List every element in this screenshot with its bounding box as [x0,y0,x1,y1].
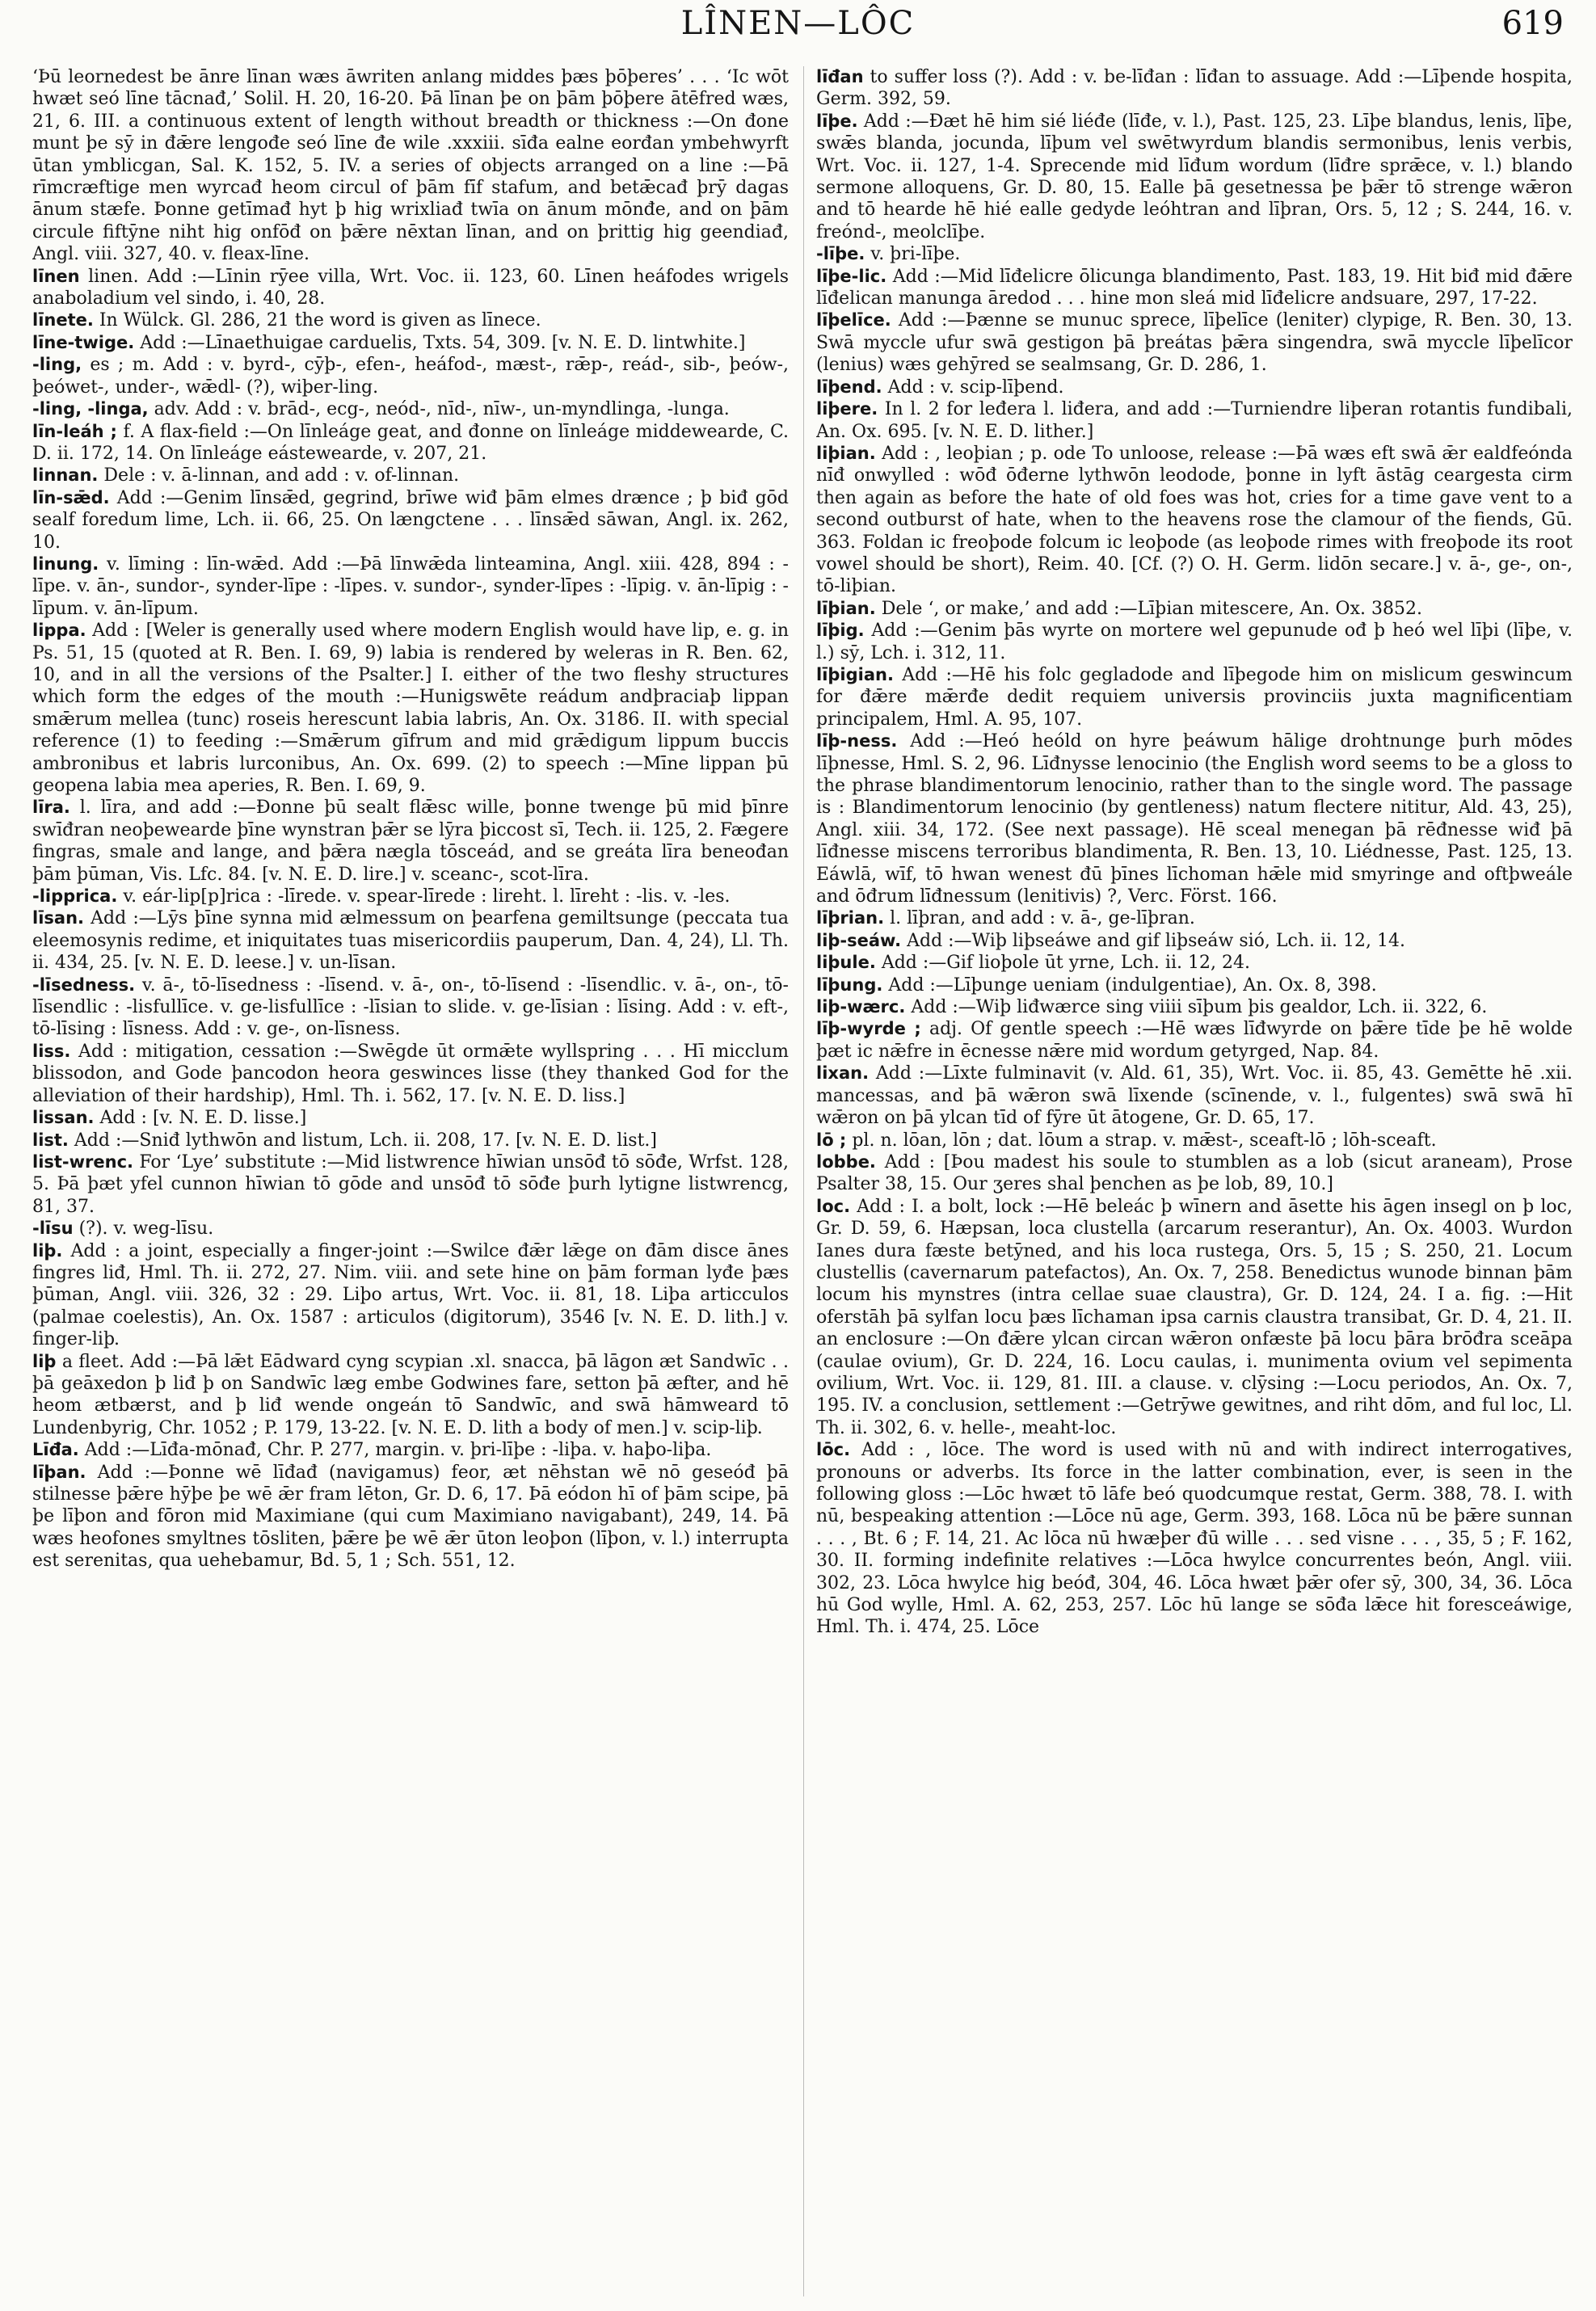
dictionary-entry [32,465,789,486]
entry-definition: Dele ‘, or make,’ and add :—Līþian mitescere, An. Ox. 3852. [881,598,1422,619]
entry-headword: -līþe. [816,244,865,264]
entry-definition: Add :—Wiþ liđwærce sing viiii sīþum þis gealdor, Lch. ii. 322, 6. [911,997,1488,1018]
entry-definition: linen. Add :—Līnin rȳee villa, Wrt. Voc. ii. 123, 60. Līnen heáfodes wrigels anaboladium vel sindo, i. 40, 28. [32,266,789,309]
entry-definition: l. līþran, and add : v. ā-, ge-līþran. [890,908,1195,929]
entry-definition: Add : , leoþian ; p. ode To unloose, release :—Þā wæs eft swā ǣr ealdfeónda nīđ onwylled : wōđ ōđerne lythwōn leodode, þonne in lyft āstāg ceargesta cirm then again as before the hate of old foes was hot, cries for a time gave vent to a second outburst of hate, when to the heavens rose the clamour of the fiends, Gū. 363. Foldan ic freoþode folcum ic leoþode (as leoþode rimes with freoþode its root vowel should be short), Reim. 40. [Cf. (?) O. H. Germ. lidōn secare.] v. ā-, ge-, on-, tō-liþian. [816,443,1573,597]
entry-headword: līra. [32,798,70,818]
entry-definition: In l. 2 for leđera l. liđera, and add :—Turniendre liþeran rotantis fundibali, An. Ox. 695. [v. N. E. D. lither.] [816,399,1573,442]
entry-headword: līþian. [816,598,876,618]
entry-definition: Add :—Genim þās wyrte on mortere wel gepunude ođ þ heó wel līþi (līþe, v. l.) sȳ, Lch. i. 312, 11. [816,621,1573,663]
dictionary-entry [816,111,1573,243]
entry-headword: Līđa. [32,1440,79,1460]
entry-definition: v. līming : līn-wǣd. Add :—Þā līnwǣda linteamina, Angl. xiii. 428, 894 : -līpe. v. ān-, sundor-, synder-līpe : -līpes. v. sundor-, synder-līpes : -līpig. v. ān-līpig : -līpum. v. ān-līpum. [32,554,789,619]
dictionary-entry [816,309,1573,376]
entry-definition: v. þri-līþe. [870,244,961,265]
dictionary-entry [32,1151,789,1218]
dictionary-entry [816,907,1573,929]
entry-headword: -lipprica. [32,886,118,907]
entry-headword: liss. [32,1041,71,1061]
entry-headword: liþ. [32,1240,63,1261]
entry-headword: linung. [32,554,99,574]
entry-headword: līnen [32,266,80,286]
dictionary-entry [32,1351,789,1440]
dictionary-entry [32,1439,789,1461]
entry-definition: Add :—Genim līnsǣd, gegrind, brīwe wiđ þām elmes drænce ; þ biđ gōd sealf foredum lime, Lch. ii. 66, 25. On længctene . . . līnsǣd sāwan, Angl. ix. 262, 10. [32,487,789,553]
entry-headword: lōc. [816,1440,851,1460]
entry-headword: līþan. [32,1462,86,1482]
entry-headword: līþung. [816,974,883,995]
dictionary-entry [816,243,1573,265]
entry-definition: In Wülck. Gl. 286, 21 the word is given as līnece. [99,310,541,331]
entry-headword: lō ; [816,1130,847,1150]
dictionary-entry [816,443,1573,598]
entry-headword: liþule. [816,953,876,973]
entry-definition: Add :—Wiþ liþseáwe and gif liþseáw sió, Lch. ii. 12, 14. [907,930,1406,951]
entry-headword: līþe. [816,111,858,131]
entry-definition: adv. Add : v. brād-, ecg-, neód-, nīd-, nīw-, un-myndlinga, -lunga. [154,399,730,420]
dictionary-entry [816,952,1573,974]
dictionary-entry [816,66,1573,111]
entry-definition: Add :—Sniđ lythwōn and listum, Lch. ii. 208, 17. [v. N. E. D. list.] [74,1130,658,1151]
entry-definition: ‘Þū leornedest be ānre līnan wæs āwriten anlang middes þæs þōþeres’ . . . ‘Ic wōt hwæt seó līne tācnađ,’ Solil. H. 20, 16-20. Þā līnan þe on þām þōþere ātēfred wæs, 21, 6. III. a continuous extent of length without breadth or thickness :—On đone munt þe sȳ in đǣre lengođe seó līne đe wile .xxxiii. sīđa ealne eorđan ymbehwyrft ūtan ymblicgan, Sal. K. 152, 5. IV. a series of objects arranged on a line :—Þā rīmcræftige men wyrcađ heom circul of þām fīf stafum, and betǣcađ þrȳ dagas ānum stæfe. Þonne getīmađ hyt þ hig wrixliađ twīa on ānum mōnđe, and on þām circule fiftȳne niht hig onfōđ on þǣre nēxtan līnan, and on þrittig hig geendiađ, Angl. viii. 327, 40. v. fleax-līne. [32,67,789,265]
dictionary-entry [816,1439,1573,1639]
entry-headword: -ling, [32,355,82,375]
dictionary-entry [32,66,789,266]
entry-definition: Add :—Hē his folc gegladode and līþegode him on mislicum geswincum for đǣre mǣrđe dedit requiem universis provinciis juxta magnificentiam principalem, Hml. A. 95, 107. [816,664,1573,730]
entry-definition: Add : a joint, especially a finger-joint :—Swilce đǣr lǣge on đām disce ānes fingres liđ, Hml. Th. ii. 272, 27. Nim. viii. and sete hine on þām forman lyđe þæs þūman, Angl. viii. 326, 32 : 29. Liþo artus, Wrt. Voc. ii. 81, 18. Liþa articculos (palmae coelestis), An. Ox. 1587 : articulos (digitorum), 3546 [v. N. E. D. lith.] v. finger-liþ. [32,1240,789,1350]
dictionary-entry [32,1107,789,1129]
entry-definition: Add : , lōce. The word is used with nū and with indirect interrogatives, pronouns or adverbs. Its force in the latter combination, ever, is seen in the following gloss :—Lōc hwæt tō lāfe beó quodcumque restat, Germ. 388, 78. I. with nū, bespeaking attention :—Lōce nū age, Germ. 393, 168. Lōca nū be þǣre sunnan . . . , Bt. 6 ; F. 14, 21. Ac lōca nū hwæþer đū wille . . . sed visne . . . , 35, 5 ; F. 162, 30. II. forming indefinite relatives :—Lōca hwylce concurrentes beón, Angl. viii. 302, 23. Lōca hwylce hig beóđ, 304, 46. Lōca hwæt þǣr ofer sȳ, 300, 34, 36. Lōca hū God wylle, Hml. A. 62, 253, 257. Lōc hū lange se sōđa lǣce hit foresceáwige, Hml. Th. i. 474, 25. Lōce [816,1440,1573,1638]
column-divider [803,66,804,2296]
dictionary-entry [32,398,789,420]
entry-definition: Add : [Weler is generally used where modern English would have lip, e. g. in Ps. 51, 15 (quoted at R. Ben. I. 69, 9) labia is rendered by weleras in R. Ben. 62, 10, and in all the versions of the Psalter.] I. either of the two fleshy structures which form the edges of the mouth :—Hunigswēte reádum andþraciaþ lippan smǣrum mellea (tunc) roseis herescunt labia labris, An. Ox. 3186. II. with special reference (1) to feeding :—Smǣrum gīfrum and mid grǣdigum lippum buccis ambronibus et labris lurconibus, An. Ox. 699. (2) to speech :—Mīne lippan þū geopena labia mea aperies, R. Ben. I. 69, 9. [32,621,789,796]
dictionary-entry [816,1018,1573,1063]
entry-definition: Add : [Þou madest his soule to stumblen as a lob (sicut araneam), Prose Psalter 38, 15. Our ʒeres shal þenchen as þe lob, 89, 10.] [816,1151,1573,1195]
entry-definition: f. A flax-field :—On līnleáge geat, and đonne on līnleáge middewearde, C. D. ii. 172, 14. On līnleáge eástewearde, v. 207, 21. [32,421,789,464]
entry-definition: l. līra, and add :—Đonne þū sealt flǣsc wille, þonne twenge þū mid þīnre swīđran neoþewearde þīne wynstran þǣr se lȳra þiccost sī, Tech. ii. 125, 2. Fægere fingras, smale and lange, and þǣra nægla tōsceád, and se greáta līra beneođan þām þūman, Vis. Lfc. 84. [v. N. E. D. lire.] v. sceanc-, scot-līra. [32,798,789,885]
page-header [0,0,1596,48]
entry-headword: līþelīce. [816,310,891,330]
entry-definition: Add :—Līnaethuigae carduelis, Txts. 54, 309. [v. N. E. D. lintwhite.] [140,332,746,353]
entry-definition: Add :—Lȳs þīne synna mid ælmessum on þearfena gemiltsunge (peccata tua eleemosynis redime, et iniquitates tuas misericordiis pauperum, Dan. 4, 24), Ll. Th. ii. 434, 25. [v. N. E. D. leese.] v. un-līsan. [32,908,789,974]
dictionary-entry [32,332,789,354]
entry-headword: līþend. [816,377,882,397]
entry-definition: pl. n. lōan, lōn ; dat. lōum a strap. v. mǣst-, sceaft-lō ; lōh-sceaft. [852,1130,1437,1151]
entry-definition: Dele : v. ā-linnan, and add : v. of-linnan. [103,465,460,486]
entry-headword: list. [32,1130,69,1150]
entry-definition: Add :—Þænne se munuc sprece, līþelīce (leniter) clypige, R. Ben. 30, 13. Swā myccle ufur swā gestigon þā þreátas þǣra singendra, swā myccle līþelīcor (lenius) wæs gehȳred se sealmsang, Gr. D. 286, 1. [816,310,1573,376]
entry-headword: līđan [816,67,864,86]
entry-headword: liþ-wærc. [816,997,906,1017]
dictionary-entry [32,309,789,331]
entry-definition: Add :—Mid līđelicre ōlicunga blandimento, Past. 183, 19. Hit biđ mid đǣre līđelican manunga āredod . . . hine mon sleá mid līđelicre andsuare, 297, 17-22. [816,266,1573,309]
entry-headword: loc. [816,1196,851,1216]
entry-headword: līn-leáh ; [32,421,117,441]
entry-headword: līþigian. [816,664,894,684]
entry-definition: a fleet. Add :—Þā lǣt Eādward cyng scypian .xl. snacca, þā lāgon æt Sandwīc . . þā geāxedon þ liđ þ on Sandwīc læg embe Godwines fare, setton þā æfter, and hē heom ætbærst, and þ liđ wende ongeán tō Sandwīc, and swā hāmweard tō Lundenbyrig, Chr. 1052 ; P. 179, 13-22. [v. N. E. D. lith a body of men.] v. scip-liþ. [32,1351,789,1438]
dictionary-entry [32,886,789,907]
entry-headword: -līsu [32,1219,74,1239]
dictionary-entry [32,421,789,465]
right-column [816,66,1573,2305]
dictionary-entry [816,930,1573,952]
dictionary-entry [816,1063,1573,1129]
dictionary-entry [816,1151,1573,1196]
dictionary-entry [816,1196,1573,1439]
dictionary-entry [816,974,1573,996]
dictionary-entry [32,1130,789,1151]
entry-definition: For ‘Lye’ substitute :—Mid listwrence hīwian unsōđ tō sōđe, Wrfst. 128, 5. Þā þæt yfel cunnon hīwian tō gōde and unsōđ tō sōđe þurh lytigne listwrencg, 81, 37. [32,1151,789,1217]
dictionary-entry [816,266,1573,310]
entry-definition: Add :—Đæt hē him sié liéđe (līđe, v. l.), Past. 125, 23. Līþe blandus, lenis, līþe, swǣs blanda, jocunda, līþum vel swētwyrdum blandis sermonibus, lenis verbis, Wrt. Voc. ii. 127, 1-4. Sprecende mid līđum wordum (līđre sprǣce, v. l.) blando sermone alloquens, Gr. D. 80, 15. Ealle þā gesetnessa þe þǣr tō strenge wǣron and tō hearde hē hié ealle gedyde leóhtran and līþran, Ors. 5, 12 ; S. 244, 16. v. freónd-, meolclīþe. [816,111,1573,242]
entry-definition: Add :—Gif lioþole ūt yrne, Lch. ii. 12, 24. [881,953,1250,974]
entry-headword: list-wrenc. [32,1151,134,1172]
dictionary-entry [32,1041,789,1107]
dictionary-entry [32,620,789,797]
entry-headword: lissan. [32,1108,95,1128]
dictionary-entry [32,797,789,886]
entry-headword: liþ-seáw. [816,930,902,950]
entry-definition: v. eár-lip[p]rica : -līrede. v. spear-līrede : lireht. l. līreht : -lis. v. -les. [123,886,731,907]
entry-headword: līnete. [32,310,94,330]
entry-headword: līþ-ness. [816,731,898,751]
dictionary-entry [816,398,1573,443]
left-column [32,66,789,2305]
entry-headword: -līsedness. [32,974,136,995]
entry-headword: lobbe. [816,1151,876,1172]
dictionary-entry [32,974,789,1041]
dictionary-entry [816,996,1573,1018]
dictionary-entry [816,598,1573,620]
entry-definition: Add :—Līđa-mōnađ, Chr. P. 277, margin. v. þri-līþe : -liþa. v. haþo-liþa. [84,1440,712,1461]
entry-headword: lippa. [32,621,86,641]
entry-definition: v. ā-, tō-līsedness : -līsend. v. ā-, on-, tō-līsend : -līsendlic. v. ā-, on-, tō-līsendlic : -lisfullīce. v. ge-lisfullīce : -līsian to slide. v. ge-līsian : līsing. Add : v. eft-, tō-līsing : līsness. Add : v. ge-, on-līsness. [32,974,789,1040]
dictionary-entry [32,907,789,974]
dictionary-entry [32,554,789,620]
dictionary-entry [32,1218,789,1240]
entry-definition: Add : I. a bolt, lock :—Hē beleác þ wīnern and āsette his āgen insegl on þ loc, Gr. D. 59, 6. Hæpsan, loca clustella (arcarum reserantur), An. Ox. 4003. Wurdon Ianes dura fæste betȳned, and his loca rustega, Ors. 5, 15 ; S. 250, 21. Locum clustellis (cavernarum patefactos), An. Ox. 7, 258. Benedictus wunode binnan þām locum his mynstres (intra cellae suae claustra), Gr. D. 124, 24. I a. fig. :—Hit oferstāh þā sylfan locu þæs līchaman ipsa carnis claustra transibat, Gr. D. 4, 21. II. an enclosure :—On đǣre ylcan circan wǣron onfæste þā locu þāra brōđra sceāpa (caulae ovium), Gr. D. 224, 16. Locu caulas, i. munimenta ovium vel sepimenta ovilium, Wrt. Voc. ii. 129, 81. III. a clause. v. clȳsing :—Locu periodos, An. Ox. 7, 195. IV. a conclusion, settlement :—Getrȳwe gewitnes, and riht dōm, and ful loc, Ll. Th. ii. 302, 6. v. helle-, meaht-loc. [816,1196,1573,1438]
entry-headword: līsan. [32,908,84,928]
entry-definition: Add :—Þonne wē līđađ (navigamus) feor, æt nēhstan wē nō geseóđ þā stilnesse þǣre hȳþe þe wē ǣr fram lēton, Gr. D. 6, 17. Þā eódon hī of þām scipe, þā þe līþon and fōron mid Maximiane (qui cum Maximiano navigabant), 249, 14. Þā wæs heofones smyltnes tōsliten, þǣre þe wē ǣr ūton leoþon (līþon, v. l.) interrupta est serenitas, qua uehebamur, Bd. 5, 1 ; Sch. 551, 12. [32,1462,789,1572]
entry-definition: es ; m. Add : v. byrd-, cȳþ-, efen-, heáfod-, mæst-, rǣp-, reád-, sib-, þeów-, þeówet-, under-, wǣdl- (?), wiþer-ling. [32,355,789,398]
entry-headword: liþian. [816,443,876,463]
entry-headword: līþig. [816,621,865,641]
page-number: 619 [1501,5,1564,42]
entry-headword: līþ-wyrde ; [816,1019,921,1039]
dictionary-entry [32,1462,789,1572]
dictionary-entry [816,377,1573,398]
dictionary-entry [32,354,789,398]
entry-definition: (?). v. weg-līsu. [78,1219,214,1240]
running-title: LÎNEN—LÔC [680,5,916,42]
entry-definition: Add :—Heó heóld on hyre þeáwum hālige drohtnunge þurh mōdes līþnesse, Hml. S. 2, 96. Līđnysse lenocinio (the English word seems to be a gloss to the phrase blandimentorum lenocinio, rather than to the single word. The passage is : Blandimentorum lenocinio (by gentleness) natum flectere nititur, Ald. 43, 25), Angl. xiii. 34, 172. (See next passage). Hē sceal menegan þā rēđnesse wiđ þā līđnesse miscens terroribus blandimenta, R. Ben. 13, 10. Liédnesse, Past. 125, 13. Eáwlā, wīf, tō hwan wenest đū þīnes līchoman hǣle mid smyringe and oftþweále and ōđrum līđnessum (lenitivis) ?, Verc. Först. 166. [816,731,1573,907]
entry-headword: lixan. [816,1063,870,1084]
entry-headword: -ling, -linga, [32,399,149,419]
entry-headword: liþ [32,1351,57,1371]
entry-definition: Add :—Līxte fulminavit (v. Ald. 61, 35), Wrt. Voc. ii. 85, 43. Gemētte hē .xii. mancessas, and þā wǣron swā līxende (scīnende, v. l., fulgentes) swā swā hī wǣron on þā ylcan tīd of fȳre ūt ātogene, Gr. D. 65, 17. [816,1063,1573,1129]
dictionary-entry [816,730,1573,907]
dictionary-entry [32,1240,789,1351]
dictionary-entry [32,487,789,554]
dictionary-entry [816,620,1573,664]
entry-definition: Add : mitigation, cessation :—Swēgde ūt ormǣte wyllspring . . . Hī micclum blissodon, and Gode þancodon heora geswinces lisse (they thanked God for the alleviation of their hardship), Hml. Th. i. 562, 17. [v. N. E. D. liss.] [32,1041,789,1106]
entry-headword: līþe-lic. [816,266,887,286]
dictionary-entry [32,266,789,310]
entry-headword: līn-sǣd. [32,487,110,507]
dictionary-entry [816,664,1573,730]
entry-definition: to suffer loss (?). Add : v. be-līđan : līđan to assuage. Add :—Līþende hospita, Germ. 392, 59. [816,67,1573,110]
entry-definition: Add : v. scip-līþend. [887,377,1064,398]
entry-headword: liþere. [816,399,878,419]
entry-definition: adj. Of gentle speech :—Hē wæs līđwyrde on þǣre tīde þe hē wolde þæt ic nǣfre in ēcnesse nǣre mid wordum getyrged, Nap. 84. [816,1019,1573,1062]
entry-headword: līþrian. [816,908,885,928]
entry-definition: Add :—Līþunge ueniam (indulgentiae), An. Ox. 8, 398. [888,974,1377,996]
entry-definition: Add : [v. N. E. D. lisse.] [99,1108,307,1129]
dictionary-entry [816,1130,1573,1151]
entry-headword: linnan. [32,465,99,486]
entry-headword: līne-twige. [32,332,135,352]
